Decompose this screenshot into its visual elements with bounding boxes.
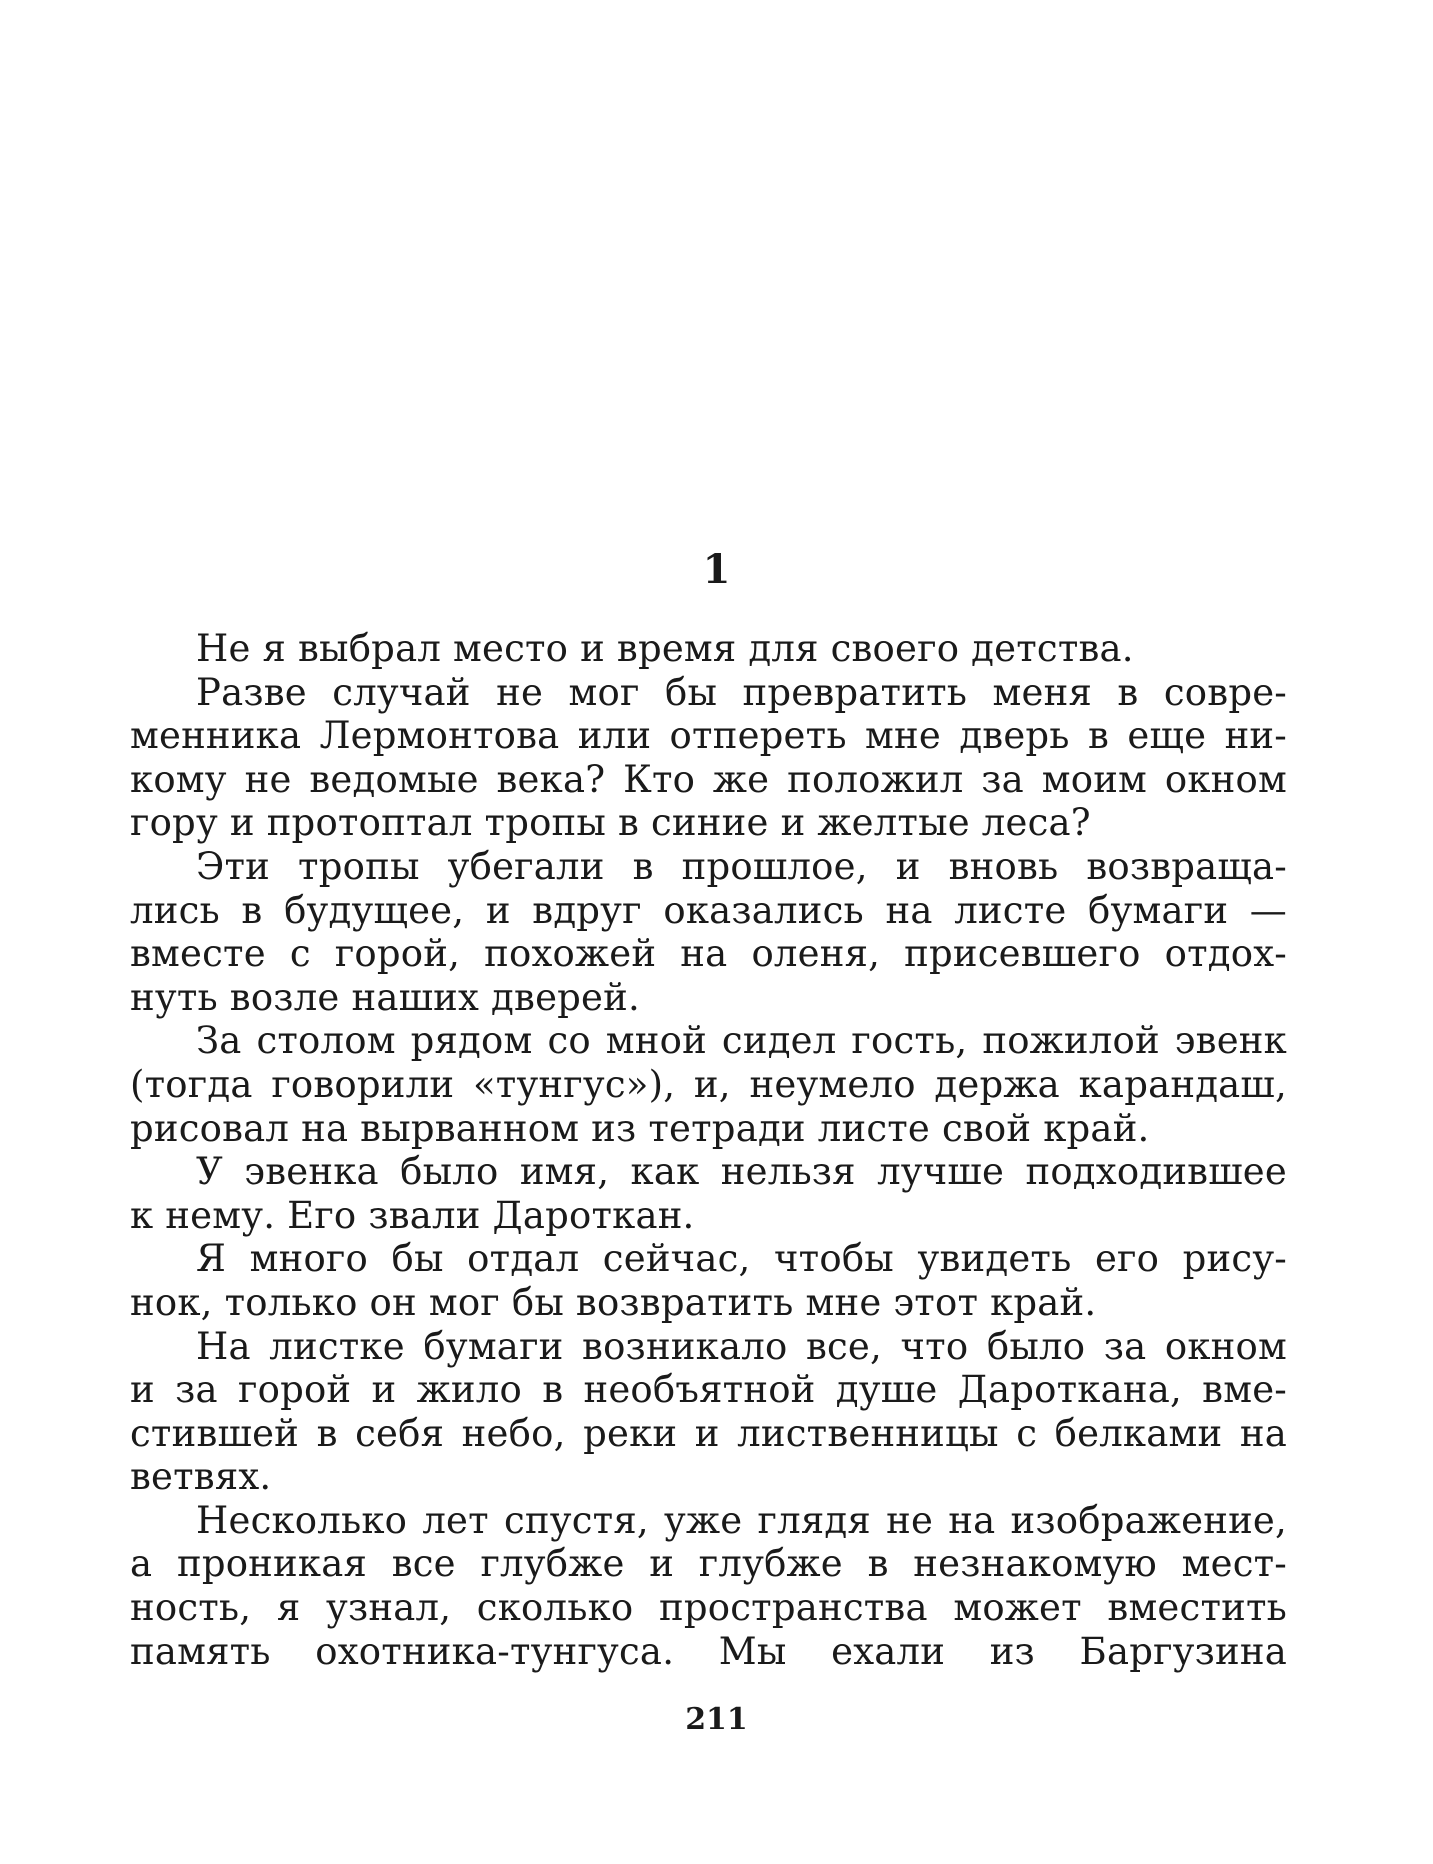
text-line: к нему. Его звали Дароткан. — [130, 1193, 695, 1237]
text-line: стившей в себя небо, реки и лиственницы с белками на — [130, 1411, 1287, 1455]
text-line: нуть возле наших дверей. — [130, 975, 640, 1019]
text-line: рисовал на вырванном из тетради листе свой край. — [130, 1106, 1150, 1150]
text-line: менника Лермонтова или отпереть мне дверь в еще ни- — [130, 714, 1287, 758]
body-text — [130, 627, 1287, 1673]
text-line: лись в будущее, и вдруг оказались на листе бумаги — — [130, 888, 1287, 932]
text-line: Эти тропы убегали в прошлое, и вновь возвраща- — [196, 844, 1287, 888]
text-line: На листке бумаги возникало все, что было за окном — [196, 1324, 1287, 1368]
text-line: а проникая все глубже и глубже в незнакомую мест- — [130, 1542, 1287, 1586]
chapter-number: 1 — [702, 546, 731, 593]
text-line: Не я выбрал место и время для своего детства. — [196, 627, 1134, 670]
text-line: Несколько лет спустя, уже глядя не на изображение, — [196, 1498, 1287, 1542]
text-line: Я много бы отдал сейчас, чтобы увидеть его рису- — [196, 1237, 1287, 1281]
text-line: У эвенка было имя, как нельзя лучше подходившее — [196, 1150, 1287, 1194]
text-line: гору и протоптал тропы в синие и желтые леса? — [130, 801, 1091, 845]
text-line: ветвях. — [130, 1455, 272, 1499]
page-number: 211 — [685, 1702, 748, 1737]
text-line: За столом рядом со мной сидел гость, пожилой эвенк — [196, 1019, 1287, 1063]
text-line: кому не ведомые века? Кто же положил за моим окном — [130, 757, 1287, 801]
text-line: и за горой и жило в необъятной душе Дароткана, вме- — [130, 1368, 1287, 1412]
text-line: (тогда говорили «тунгус»), и, неумело держа карандаш, — [130, 1062, 1287, 1106]
text-line: ность, я узнал, сколько пространства может вместить — [130, 1586, 1287, 1630]
text-line: память охотника-тунгуса. Мы ехали из Баргузина — [130, 1629, 1287, 1673]
text-line: нок, только он мог бы возвратить мне этот край. — [130, 1280, 1097, 1324]
text-line: вместе с горой, похожей на оленя, присевшего отдох- — [130, 932, 1287, 976]
text-line: Разве случай не мог бы превратить меня в совре- — [196, 670, 1287, 714]
